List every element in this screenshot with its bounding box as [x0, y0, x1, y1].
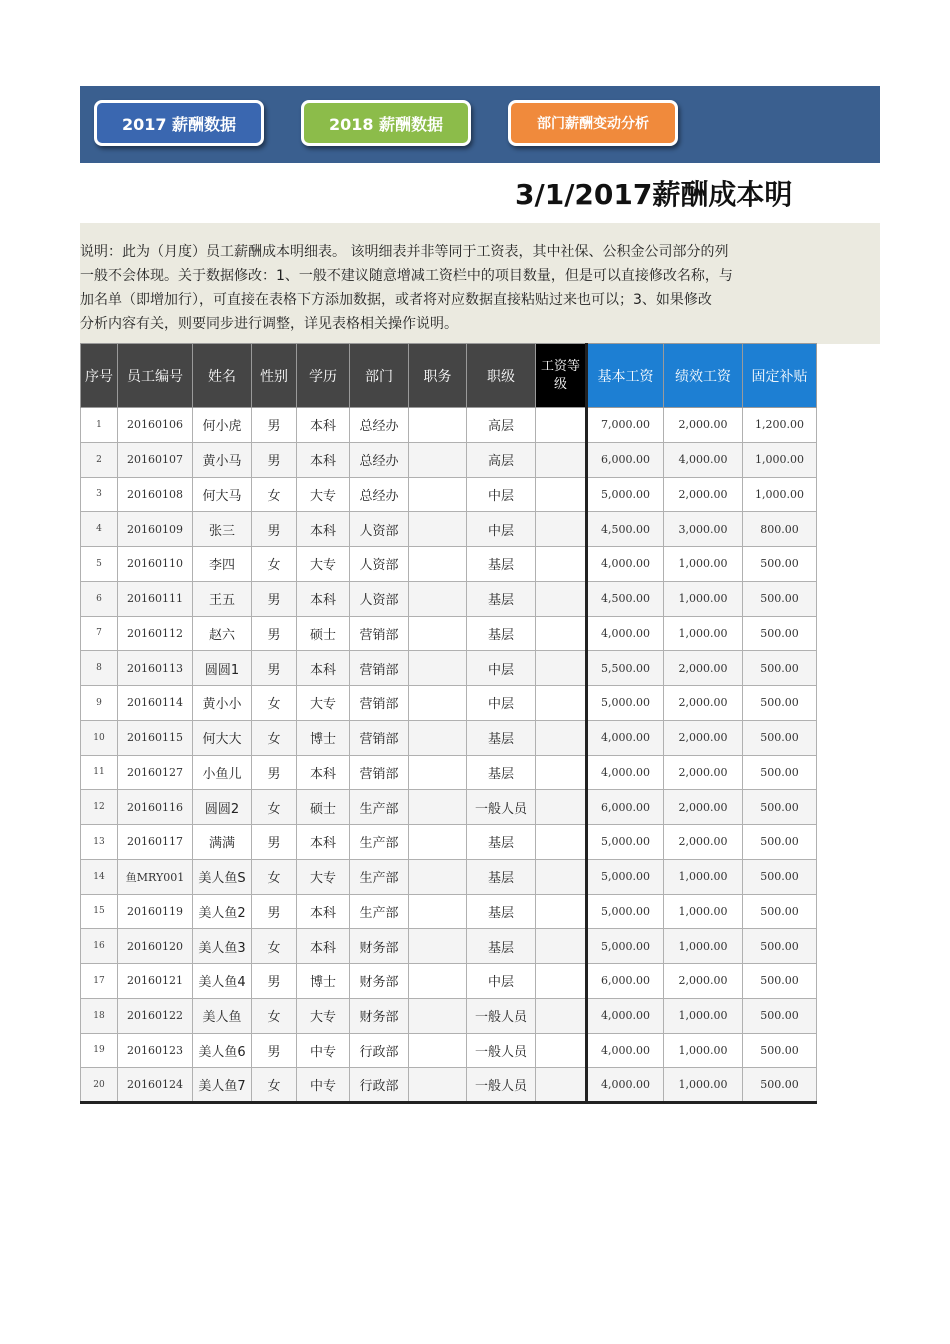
cell-fixed-allowance[interactable]: 500.00 [743, 929, 817, 964]
instructions-line: 一般不会体现。关于数据修改：1、一般不建议随意增减工资栏中的项目数量，但是可以直接修改名称，与 [80, 268, 733, 284]
cell-department[interactable]: 生产部 [350, 790, 409, 825]
cell-name[interactable]: 圆圆2 [193, 790, 252, 825]
cell-position[interactable] [409, 547, 467, 582]
cell-department[interactable]: 生产部 [350, 894, 409, 929]
cell-seq[interactable]: 7 [81, 616, 118, 651]
cell-base-salary[interactable]: 5,000.00 [587, 477, 664, 512]
cell-department[interactable]: 总经办 [350, 408, 409, 443]
instructions-line: 说明：此为（月度）员工薪酬成本明细表。 该明细表并非等同于工资表，其中社保、公积金公司部分的列 [80, 244, 729, 260]
cell-seq[interactable]: 14 [81, 859, 118, 894]
cell-salary-grade[interactable] [536, 929, 587, 964]
cell-seq[interactable]: 8 [81, 651, 118, 686]
cell-performance-salary[interactable]: 2,000.00 [664, 477, 743, 512]
cell-gender[interactable]: 男 [252, 755, 297, 790]
cell-education[interactable]: 本科 [297, 755, 350, 790]
header-gender[interactable]: 性别 [252, 344, 297, 408]
table-row [81, 859, 817, 894]
cell-name[interactable]: 美人鱼6 [193, 1033, 252, 1068]
cell-rank[interactable]: 中层 [467, 964, 536, 999]
cell-base-salary[interactable]: 4,000.00 [587, 616, 664, 651]
cell-salary-grade[interactable] [536, 790, 587, 825]
cell-position[interactable] [409, 929, 467, 964]
salary-2018-button[interactable]: 2018 薪酬数据 [301, 100, 471, 146]
header-performance-salary[interactable]: 绩效工资 [664, 344, 743, 408]
cell-rank[interactable]: 一般人员 [467, 1033, 536, 1068]
header-department[interactable]: 部门 [350, 344, 409, 408]
cell-name[interactable]: 何大马 [193, 477, 252, 512]
cell-base-salary[interactable]: 5,500.00 [587, 651, 664, 686]
cell-performance-salary[interactable]: 1,000.00 [664, 929, 743, 964]
cell-base-salary[interactable]: 4,000.00 [587, 755, 664, 790]
cell-base-salary[interactable]: 4,000.00 [587, 998, 664, 1033]
cell-performance-salary[interactable]: 2,000.00 [664, 720, 743, 755]
cell-salary-grade[interactable] [536, 720, 587, 755]
cell-performance-salary[interactable]: 1,000.00 [664, 1068, 743, 1103]
cell-employee-id[interactable]: 20160108 [118, 477, 193, 512]
cell-base-salary[interactable]: 4,000.00 [587, 1033, 664, 1068]
cell-salary-grade[interactable] [536, 1033, 587, 1068]
cell-salary-grade[interactable] [536, 547, 587, 582]
table-row [81, 1068, 817, 1103]
cell-seq[interactable]: 10 [81, 720, 118, 755]
cell-rank[interactable]: 中层 [467, 651, 536, 686]
cell-performance-salary[interactable]: 2,000.00 [664, 686, 743, 721]
cell-seq[interactable]: 5 [81, 547, 118, 582]
header-name[interactable]: 姓名 [193, 344, 252, 408]
cell-gender[interactable]: 女 [252, 790, 297, 825]
cell-fixed-allowance[interactable]: 1,200.00 [743, 408, 817, 443]
cell-employee-id[interactable]: 20160123 [118, 1033, 193, 1068]
table-row [81, 686, 817, 721]
cell-position[interactable] [409, 616, 467, 651]
cell-education[interactable]: 大专 [297, 547, 350, 582]
cell-education[interactable]: 本科 [297, 651, 350, 686]
table-row [81, 1033, 817, 1068]
cell-name[interactable]: 何大大 [193, 720, 252, 755]
cell-salary-grade[interactable] [536, 894, 587, 929]
cell-gender[interactable]: 男 [252, 616, 297, 651]
cell-gender[interactable]: 男 [252, 894, 297, 929]
cell-fixed-allowance[interactable]: 500.00 [743, 581, 817, 616]
header-education[interactable]: 学历 [297, 344, 350, 408]
page-title: 3/1/2017薪酬成本明 [515, 178, 793, 211]
cell-name[interactable]: 张三 [193, 512, 252, 547]
cell-performance-salary[interactable]: 1,000.00 [664, 859, 743, 894]
cell-salary-grade[interactable] [536, 964, 587, 999]
cell-fixed-allowance[interactable]: 500.00 [743, 859, 817, 894]
cell-gender[interactable]: 女 [252, 477, 297, 512]
cell-rank[interactable]: 中层 [467, 477, 536, 512]
cell-seq[interactable]: 11 [81, 755, 118, 790]
cell-education[interactable]: 大专 [297, 686, 350, 721]
cell-gender[interactable]: 男 [252, 1033, 297, 1068]
cell-name[interactable]: 满满 [193, 825, 252, 860]
cell-education[interactable]: 硕士 [297, 616, 350, 651]
cell-department[interactable]: 行政部 [350, 1068, 409, 1103]
table-body [81, 408, 817, 1103]
cell-fixed-allowance[interactable]: 800.00 [743, 512, 817, 547]
cell-education[interactable]: 博士 [297, 720, 350, 755]
cell-salary-grade[interactable] [536, 998, 587, 1033]
cell-department[interactable]: 生产部 [350, 859, 409, 894]
cell-salary-grade[interactable] [536, 408, 587, 443]
cell-rank[interactable]: 基层 [467, 581, 536, 616]
cell-position[interactable] [409, 755, 467, 790]
salary-2017-button[interactable]: 2017 薪酬数据 [94, 100, 264, 146]
header-salary-grade[interactable]: 工资等级 [536, 344, 587, 408]
cell-department[interactable]: 营销部 [350, 616, 409, 651]
cell-education[interactable]: 中专 [297, 1033, 350, 1068]
cell-fixed-allowance[interactable]: 500.00 [743, 894, 817, 929]
cell-employee-id[interactable]: 20160127 [118, 755, 193, 790]
cell-gender[interactable]: 女 [252, 720, 297, 755]
table-row [81, 512, 817, 547]
cell-education[interactable]: 本科 [297, 408, 350, 443]
header-fixed-allowance[interactable]: 固定补贴 [743, 344, 817, 408]
table-row [81, 651, 817, 686]
cell-base-salary[interactable]: 5,000.00 [587, 825, 664, 860]
cell-performance-salary[interactable]: 2,000.00 [664, 825, 743, 860]
cell-fixed-allowance[interactable]: 500.00 [743, 825, 817, 860]
cell-name[interactable]: 圆圆1 [193, 651, 252, 686]
cell-rank[interactable]: 一般人员 [467, 1068, 536, 1103]
cell-seq[interactable]: 9 [81, 686, 118, 721]
cell-salary-grade[interactable] [536, 512, 587, 547]
cell-seq[interactable]: 18 [81, 998, 118, 1033]
table-row [81, 755, 817, 790]
cell-education[interactable]: 博士 [297, 964, 350, 999]
cell-seq[interactable]: 6 [81, 581, 118, 616]
cell-base-salary[interactable]: 5,000.00 [587, 859, 664, 894]
cell-employee-id[interactable]: 20160110 [118, 547, 193, 582]
cell-employee-id[interactable]: 20160113 [118, 651, 193, 686]
cell-base-salary[interactable]: 4,000.00 [587, 1068, 664, 1103]
cell-department[interactable]: 人资部 [350, 581, 409, 616]
cell-fixed-allowance[interactable]: 500.00 [743, 720, 817, 755]
cell-seq[interactable]: 15 [81, 894, 118, 929]
cell-department[interactable]: 营销部 [350, 651, 409, 686]
cell-employee-id[interactable]: 鱼MRY001 [118, 859, 193, 894]
cell-salary-grade[interactable] [536, 825, 587, 860]
cell-base-salary[interactable]: 4,000.00 [587, 547, 664, 582]
cell-name[interactable]: 美人鱼2 [193, 894, 252, 929]
cell-fixed-allowance[interactable]: 500.00 [743, 616, 817, 651]
cell-department[interactable]: 人资部 [350, 512, 409, 547]
cell-rank[interactable]: 中层 [467, 512, 536, 547]
cell-performance-salary[interactable]: 1,000.00 [664, 616, 743, 651]
cell-education[interactable]: 本科 [297, 929, 350, 964]
cell-department[interactable]: 财务部 [350, 964, 409, 999]
cell-gender[interactable]: 女 [252, 686, 297, 721]
cell-position[interactable] [409, 1033, 467, 1068]
cell-name[interactable]: 黄小马 [193, 442, 252, 477]
cell-seq[interactable]: 12 [81, 790, 118, 825]
cell-education[interactable]: 中专 [297, 1068, 350, 1103]
cell-name[interactable]: 美人鱼4 [193, 964, 252, 999]
cell-name[interactable]: 小鱼儿 [193, 755, 252, 790]
cell-rank[interactable]: 一般人员 [467, 790, 536, 825]
cell-performance-salary[interactable]: 1,000.00 [664, 581, 743, 616]
cell-fixed-allowance[interactable]: 1,000.00 [743, 477, 817, 512]
table-row [81, 998, 817, 1033]
cell-position[interactable] [409, 408, 467, 443]
cell-department[interactable]: 营销部 [350, 720, 409, 755]
cell-position[interactable] [409, 581, 467, 616]
table-row [81, 825, 817, 860]
table-row [81, 547, 817, 582]
cell-gender[interactable]: 女 [252, 998, 297, 1033]
cell-employee-id[interactable]: 20160116 [118, 790, 193, 825]
header-employee-id[interactable]: 员工编号 [118, 344, 193, 408]
cell-name[interactable]: 李四 [193, 547, 252, 582]
header-base-salary[interactable]: 基本工资 [587, 344, 664, 408]
cell-performance-salary[interactable]: 1,000.00 [664, 894, 743, 929]
cell-position[interactable] [409, 825, 467, 860]
cell-department[interactable]: 总经办 [350, 477, 409, 512]
cell-fixed-allowance[interactable]: 500.00 [743, 1033, 817, 1068]
instructions-line: 分析内容有关，则要同步进行调整，详见表格相关操作说明。 [80, 316, 458, 332]
cell-employee-id[interactable]: 20160111 [118, 581, 193, 616]
cell-base-salary[interactable]: 4,000.00 [587, 720, 664, 755]
instructions-text [80, 240, 816, 336]
cell-rank[interactable]: 基层 [467, 825, 536, 860]
cell-fixed-allowance[interactable]: 500.00 [743, 964, 817, 999]
cell-fixed-allowance[interactable]: 1,000.00 [743, 442, 817, 477]
table-row [81, 442, 817, 477]
cell-education[interactable]: 本科 [297, 442, 350, 477]
table-header-row [81, 344, 817, 408]
cell-performance-salary[interactable]: 3,000.00 [664, 512, 743, 547]
cell-base-salary[interactable]: 6,000.00 [587, 964, 664, 999]
cell-position[interactable] [409, 859, 467, 894]
cell-department[interactable]: 总经办 [350, 442, 409, 477]
cell-performance-salary[interactable]: 4,000.00 [664, 442, 743, 477]
cell-department[interactable]: 人资部 [350, 547, 409, 582]
cell-employee-id[interactable]: 20160112 [118, 616, 193, 651]
cell-department[interactable]: 行政部 [350, 1033, 409, 1068]
cell-gender[interactable]: 男 [252, 825, 297, 860]
cell-name[interactable]: 美人鱼S [193, 859, 252, 894]
cell-performance-salary[interactable]: 2,000.00 [664, 790, 743, 825]
cell-salary-grade[interactable] [536, 1068, 587, 1103]
cell-education[interactable]: 本科 [297, 825, 350, 860]
cell-position[interactable] [409, 512, 467, 547]
cell-department[interactable]: 生产部 [350, 825, 409, 860]
cell-gender[interactable]: 女 [252, 547, 297, 582]
cell-employee-id[interactable]: 20160119 [118, 894, 193, 929]
cell-gender[interactable]: 男 [252, 651, 297, 686]
cell-education[interactable]: 大专 [297, 859, 350, 894]
table-row [81, 894, 817, 929]
cell-base-salary[interactable]: 5,000.00 [587, 686, 664, 721]
cell-salary-grade[interactable] [536, 686, 587, 721]
cell-performance-salary[interactable]: 2,000.00 [664, 964, 743, 999]
cell-position[interactable] [409, 790, 467, 825]
cell-base-salary[interactable]: 7,000.00 [587, 408, 664, 443]
cell-gender[interactable]: 男 [252, 408, 297, 443]
top-navigation-bar [80, 86, 880, 163]
cell-position[interactable] [409, 720, 467, 755]
cell-rank[interactable]: 基层 [467, 720, 536, 755]
table-row [81, 581, 817, 616]
cell-fixed-allowance[interactable]: 500.00 [743, 755, 817, 790]
cell-rank[interactable]: 基层 [467, 755, 536, 790]
cell-name[interactable]: 美人鱼7 [193, 1068, 252, 1103]
cell-position[interactable] [409, 1068, 467, 1103]
cell-seq[interactable]: 2 [81, 442, 118, 477]
cell-rank[interactable]: 基层 [467, 859, 536, 894]
cell-salary-grade[interactable] [536, 442, 587, 477]
cell-position[interactable] [409, 894, 467, 929]
cell-position[interactable] [409, 964, 467, 999]
cell-name[interactable]: 美人鱼3 [193, 929, 252, 964]
cell-salary-grade[interactable] [536, 859, 587, 894]
cell-employee-id[interactable]: 20160114 [118, 686, 193, 721]
cell-name[interactable]: 赵六 [193, 616, 252, 651]
cell-base-salary[interactable]: 6,000.00 [587, 442, 664, 477]
cell-seq[interactable]: 1 [81, 408, 118, 443]
cell-position[interactable] [409, 998, 467, 1033]
cell-base-salary[interactable]: 5,000.00 [587, 929, 664, 964]
cell-rank[interactable]: 基层 [467, 616, 536, 651]
cell-fixed-allowance[interactable]: 500.00 [743, 998, 817, 1033]
cell-performance-salary[interactable]: 1,000.00 [664, 998, 743, 1033]
cell-seq[interactable]: 4 [81, 512, 118, 547]
cell-education[interactable]: 本科 [297, 512, 350, 547]
table-row [81, 790, 817, 825]
cell-gender[interactable]: 女 [252, 1068, 297, 1103]
cell-fixed-allowance[interactable]: 500.00 [743, 686, 817, 721]
cell-rank[interactable]: 中层 [467, 686, 536, 721]
cell-name[interactable]: 何小虎 [193, 408, 252, 443]
table-row [81, 477, 817, 512]
cell-education[interactable]: 大专 [297, 998, 350, 1033]
cell-employee-id[interactable]: 20160115 [118, 720, 193, 755]
cell-position[interactable] [409, 442, 467, 477]
cell-employee-id[interactable]: 20160120 [118, 929, 193, 964]
cell-fixed-allowance[interactable]: 500.00 [743, 651, 817, 686]
cell-base-salary[interactable]: 6,000.00 [587, 790, 664, 825]
cell-salary-grade[interactable] [536, 651, 587, 686]
cell-name[interactable]: 美人鱼 [193, 998, 252, 1033]
cell-salary-grade[interactable] [536, 477, 587, 512]
cell-base-salary[interactable]: 4,500.00 [587, 512, 664, 547]
cell-gender[interactable]: 男 [252, 442, 297, 477]
cell-education[interactable]: 硕士 [297, 790, 350, 825]
cell-employee-id[interactable]: 20160124 [118, 1068, 193, 1103]
cell-employee-id[interactable]: 20160107 [118, 442, 193, 477]
table-row [81, 616, 817, 651]
table-row [81, 964, 817, 999]
cell-seq[interactable]: 3 [81, 477, 118, 512]
table-row [81, 408, 817, 443]
cell-salary-grade[interactable] [536, 581, 587, 616]
cell-rank[interactable]: 高层 [467, 442, 536, 477]
cell-rank[interactable]: 基层 [467, 547, 536, 582]
cell-department[interactable]: 财务部 [350, 929, 409, 964]
header-position[interactable]: 职务 [409, 344, 467, 408]
cell-base-salary[interactable]: 5,000.00 [587, 894, 664, 929]
cell-performance-salary[interactable]: 1,000.00 [664, 1033, 743, 1068]
table-row [81, 720, 817, 755]
instructions-line: 加名单（即增加行），可直接在表格下方添加数据，或者将对应数据直接粘贴过来也可以；3、如果修改 [80, 292, 712, 308]
cell-department[interactable]: 财务部 [350, 998, 409, 1033]
cell-name[interactable]: 王五 [193, 581, 252, 616]
cell-education[interactable]: 本科 [297, 894, 350, 929]
cell-fixed-allowance[interactable]: 500.00 [743, 790, 817, 825]
instructions-panel [80, 223, 880, 344]
cell-gender[interactable]: 女 [252, 929, 297, 964]
cell-performance-salary[interactable]: 2,000.00 [664, 755, 743, 790]
cell-gender[interactable]: 男 [252, 512, 297, 547]
cell-rank[interactable]: 基层 [467, 894, 536, 929]
cell-gender[interactable]: 女 [252, 859, 297, 894]
table-row [81, 929, 817, 964]
cell-rank[interactable]: 高层 [467, 408, 536, 443]
cell-position[interactable] [409, 651, 467, 686]
cell-department[interactable]: 营销部 [350, 755, 409, 790]
cell-education[interactable]: 本科 [297, 581, 350, 616]
cell-department[interactable]: 营销部 [350, 686, 409, 721]
cell-position[interactable] [409, 686, 467, 721]
cell-performance-salary[interactable]: 2,000.00 [664, 408, 743, 443]
cell-seq[interactable]: 16 [81, 929, 118, 964]
cell-name[interactable]: 黄小小 [193, 686, 252, 721]
cell-position[interactable] [409, 477, 467, 512]
header-seq[interactable]: 序号 [81, 344, 118, 408]
cell-rank[interactable]: 基层 [467, 929, 536, 964]
cell-employee-id[interactable]: 20160106 [118, 408, 193, 443]
cell-employee-id[interactable]: 20160122 [118, 998, 193, 1033]
cell-rank[interactable]: 一般人员 [467, 998, 536, 1033]
cell-education[interactable]: 大专 [297, 477, 350, 512]
dept-salary-analysis-button[interactable]: 部门薪酬变动分析 [508, 100, 678, 146]
salary-cost-table [80, 343, 817, 1104]
cell-seq[interactable]: 17 [81, 964, 118, 999]
cell-base-salary[interactable]: 4,500.00 [587, 581, 664, 616]
cell-gender[interactable]: 男 [252, 964, 297, 999]
cell-employee-id[interactable]: 20160121 [118, 964, 193, 999]
cell-fixed-allowance[interactable]: 500.00 [743, 547, 817, 582]
cell-seq[interactable]: 13 [81, 825, 118, 860]
cell-performance-salary[interactable]: 2,000.00 [664, 651, 743, 686]
cell-employee-id[interactable]: 20160117 [118, 825, 193, 860]
cell-salary-grade[interactable] [536, 616, 587, 651]
cell-performance-salary[interactable]: 1,000.00 [664, 547, 743, 582]
cell-salary-grade[interactable] [536, 755, 587, 790]
cell-employee-id[interactable]: 20160109 [118, 512, 193, 547]
cell-gender[interactable]: 男 [252, 581, 297, 616]
cell-fixed-allowance[interactable]: 500.00 [743, 1068, 817, 1103]
header-rank[interactable]: 职级 [467, 344, 536, 408]
cell-seq[interactable]: 20 [81, 1068, 118, 1103]
cell-seq[interactable]: 19 [81, 1033, 118, 1068]
